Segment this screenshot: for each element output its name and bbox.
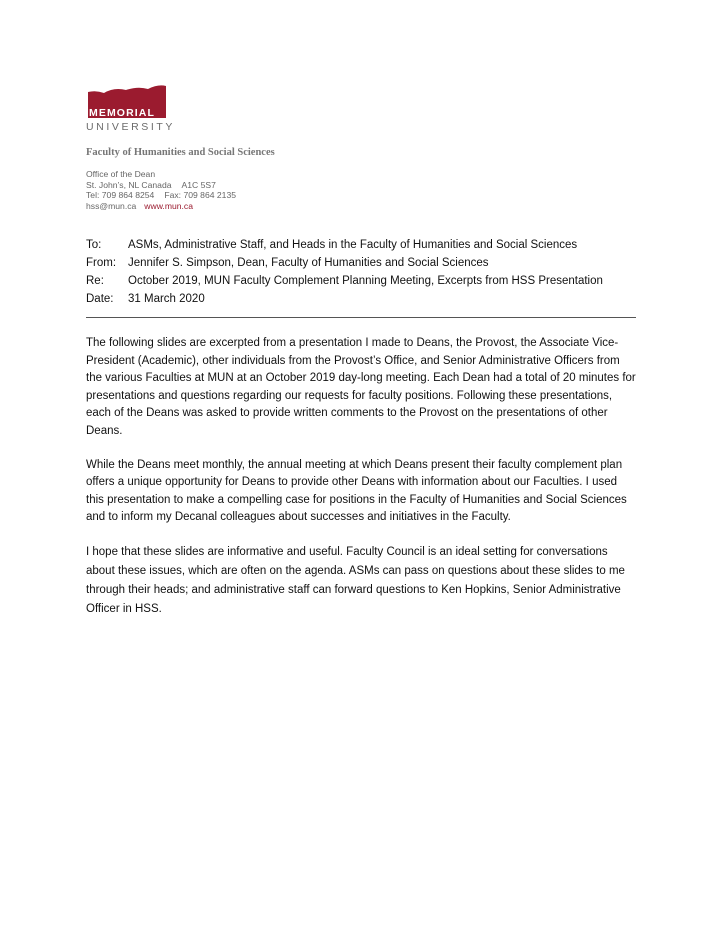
office-title: Office of the Dean xyxy=(86,169,156,179)
from-value: Jennifer S. Simpson, Dean, Faculty of Humanities and Social Sciences xyxy=(128,257,489,269)
body-paragraph-1: The following slides are excerpted from a presentation I made to Deans, the Provost, the Associate Vice-President (Academic), other individuals from the Provost’s Office, and Senior Administrative Officers from the various Faculties at MUN at an October 2019 day-long meeting. Each Dean had a total of 20 minutes for presentations and questions regarding our requests for faculty positions. Following these presentations, each of the Deans was asked to provide written comments to the Provost on the presentations of other Deans. xyxy=(86,337,636,437)
memo-date-row xyxy=(86,290,603,308)
address-line xyxy=(86,180,236,191)
address-city: St. John’s, NL Canada xyxy=(86,179,172,190)
body-paragraph-2: While the Deans meet monthly, the annual meeting at which Deans present their faculty complement plan offers a unique opportunity for Deans to provide other Deans with information about our Faculties. I used this presentation to make a compelling case for positions in the Faculty of Humanities and Social Sciences and to inform my Decanal colleagues about successes and initiatives in the Faculty. xyxy=(86,458,627,524)
phone-line xyxy=(86,190,236,201)
telephone: Tel: 709 864 8254 xyxy=(86,190,155,200)
memo-header xyxy=(86,236,603,308)
memo-from-row xyxy=(86,254,603,272)
memo-to-row xyxy=(86,236,603,254)
website-link[interactable]: www.mun.ca xyxy=(144,200,193,211)
fax: Fax: 709 864 2135 xyxy=(164,190,237,200)
re-value: October 2019, MUN Faculty Complement Planning Meeting, Excerpts from HSS Presentation xyxy=(128,275,603,287)
memo-re-row xyxy=(86,272,603,290)
logo-university-text: UNIVERSITY xyxy=(86,121,176,133)
faculty-name: Faculty of Humanities and Social Sciences xyxy=(86,147,275,158)
date-label: Date: xyxy=(86,293,114,305)
contact-line xyxy=(86,201,236,212)
office-address-block xyxy=(86,169,236,211)
memo-body xyxy=(86,335,638,635)
body-paragraph-3: I hope that these slides are informative and useful. Faculty Council is an ideal setting for conversations about these issues, which are often on the agenda. ASMs can pass on questions about these slides to me through their heads; and administrative staff can forward questions to Ken Hopkins, Senior Administrative Officer in HSS. xyxy=(86,545,625,615)
svg-text:MEMORIAL: MEMORIAL xyxy=(89,107,155,119)
re-label: Re: xyxy=(86,275,104,287)
header-divider xyxy=(86,317,636,318)
logo-mark xyxy=(86,84,170,120)
to-value: ASMs, Administrative Staff, and Heads in the Faculty of Humanities and Social Sciences xyxy=(128,239,578,251)
date-value: 31 March 2020 xyxy=(128,293,205,305)
email-link[interactable]: hss@mun.ca xyxy=(86,200,137,211)
from-label: From: xyxy=(86,257,117,269)
to-label: To: xyxy=(86,239,102,251)
postal-code: A1C 5S7 xyxy=(181,179,216,190)
